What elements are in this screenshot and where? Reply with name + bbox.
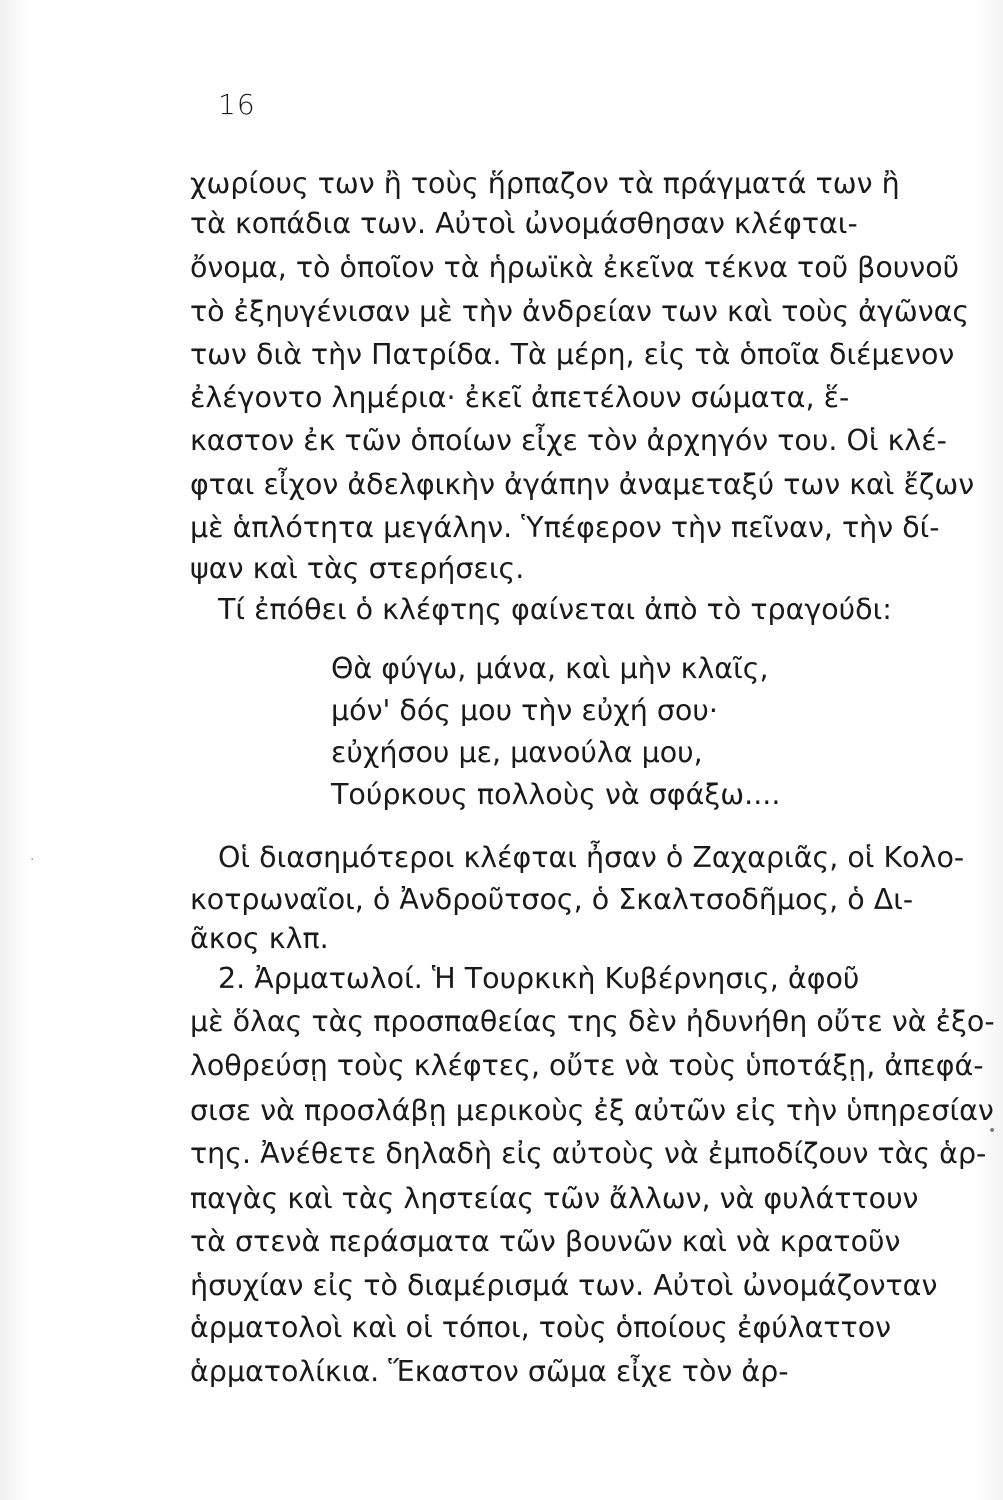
text-line: Οἱ διασημότεροι κλέφται ἦσαν ὁ Ζαχαριᾶς, οἱ Κολο- bbox=[218, 841, 965, 874]
ink-speck: • bbox=[988, 1123, 997, 1139]
verse-line: μόν' δός μου τὴν εὐχή σου· bbox=[331, 694, 718, 727]
text-line: ἁρματολοὶ καὶ οἱ τόποι, τοὺς ὁποίους ἐφύλαττον bbox=[190, 1311, 892, 1344]
text-line: φται εἶχον ἀδελφικὴν ἀγάπην ἀναμεταξύ των καὶ ἔζων bbox=[190, 468, 975, 501]
verse-line: Τούρκους πολλοὺς νὰ σφάξω.... bbox=[331, 778, 781, 811]
verse-line: εὐχήσου με, μανούλα μου, bbox=[331, 736, 703, 769]
text-line: ψαν καὶ τὰς στερήσεις. bbox=[190, 552, 525, 585]
text-line: των διὰ τὴν Πατρίδα. Τὰ μέρη, εἰς τὰ ὁποῖα διέμενον bbox=[190, 338, 955, 371]
text-line: ᾶκος κλπ. bbox=[190, 922, 329, 955]
text-line: ἡσυχίαν εἰς τὸ διαμέρισμά των. Αὐτοὶ ὠνομάζονταν bbox=[190, 1269, 938, 1302]
text-line: παγὰς καὶ τὰς ληστείας τῶν ἄλλων, νὰ φυλάττουν bbox=[190, 1182, 919, 1215]
text-line: τὰ κοπάδια των. Αὐτοὶ ὠνομάσθησαν κλέφται- bbox=[190, 207, 858, 240]
text-line: σισε νὰ προσλάβῃ μερικοὺς ἐξ αὐτῶν εἰς τὴν ὑπηρεσίαν bbox=[190, 1094, 994, 1127]
text-line: μὲ ἁπλότητα μεγάλην. Ὑπέφερον τὴν πεῖναν, τὴν δί- bbox=[190, 511, 940, 544]
text-line: ὄνομα, τὸ ὁποῖον τὰ ἡρωϊκὰ ἐκεῖνα τέκνα τοῦ βουνοῦ bbox=[190, 251, 960, 284]
text-line: ἁρματολίκια. Ἕκαστον σῶμα εἶχε τὸν ἀρ- bbox=[190, 1355, 789, 1388]
verse-line: Θὰ φύγω, μάνα, καὶ μὴν κλαῖς, bbox=[331, 652, 769, 685]
text-line: της. Ἀνέθετε δηλαδὴ εἰς αὐτοὺς νὰ ἐμποδίζουν τὰς ἁρ- bbox=[190, 1137, 987, 1170]
section-heading-line: 2. Ἀρματωλοί. Ἡ Τουρκικὴ Κυβέρνησις, ἀφοῦ bbox=[218, 962, 860, 995]
page-number: 16 bbox=[218, 88, 256, 121]
text-line: Τί ἐπόθει ὁ κλέφτης φαίνεται ἀπὸ τὸ τραγούδι: bbox=[218, 593, 892, 626]
text-line: καστον ἐκ τῶν ὁποίων εἶχε τὸν ἀρχηγόν του. Οἱ κλέ- bbox=[190, 424, 947, 457]
text-line: ἐλέγοντο λημέρια· ἐκεῖ ἀπετέλουν σώματα, ἕ- bbox=[190, 381, 850, 414]
text-line: κοτρωναῖοι, ὁ Ἀνδροῦτσος, ὁ Σκαλτσοδῆμος, ὁ Δι- bbox=[190, 883, 914, 916]
text-line: τὸ ἐξηυγένισαν μὲ τὴν ἀνδρείαν των καὶ τοὺς ἀγῶνας bbox=[190, 295, 970, 328]
text-line: λοθρεύσῃ τοὺς κλέφτες, οὔτε νὰ τοὺς ὑποτάξῃ, ἀπεφά- bbox=[190, 1049, 984, 1082]
ink-speck: · bbox=[30, 852, 35, 868]
text-line: μὲ ὅλας τὰς προσπαθείας της δὲν ἠδυνήθη οὔτε νὰ ἐξο- bbox=[190, 1005, 995, 1038]
text-line: χωρίους των ἢ τοὺς ἥρπαζον τὰ πράγματά των ἢ bbox=[190, 167, 900, 200]
text-line: τὰ στενὰ περάσματα τῶν βουνῶν καὶ νὰ κρατοῦν bbox=[190, 1225, 901, 1258]
